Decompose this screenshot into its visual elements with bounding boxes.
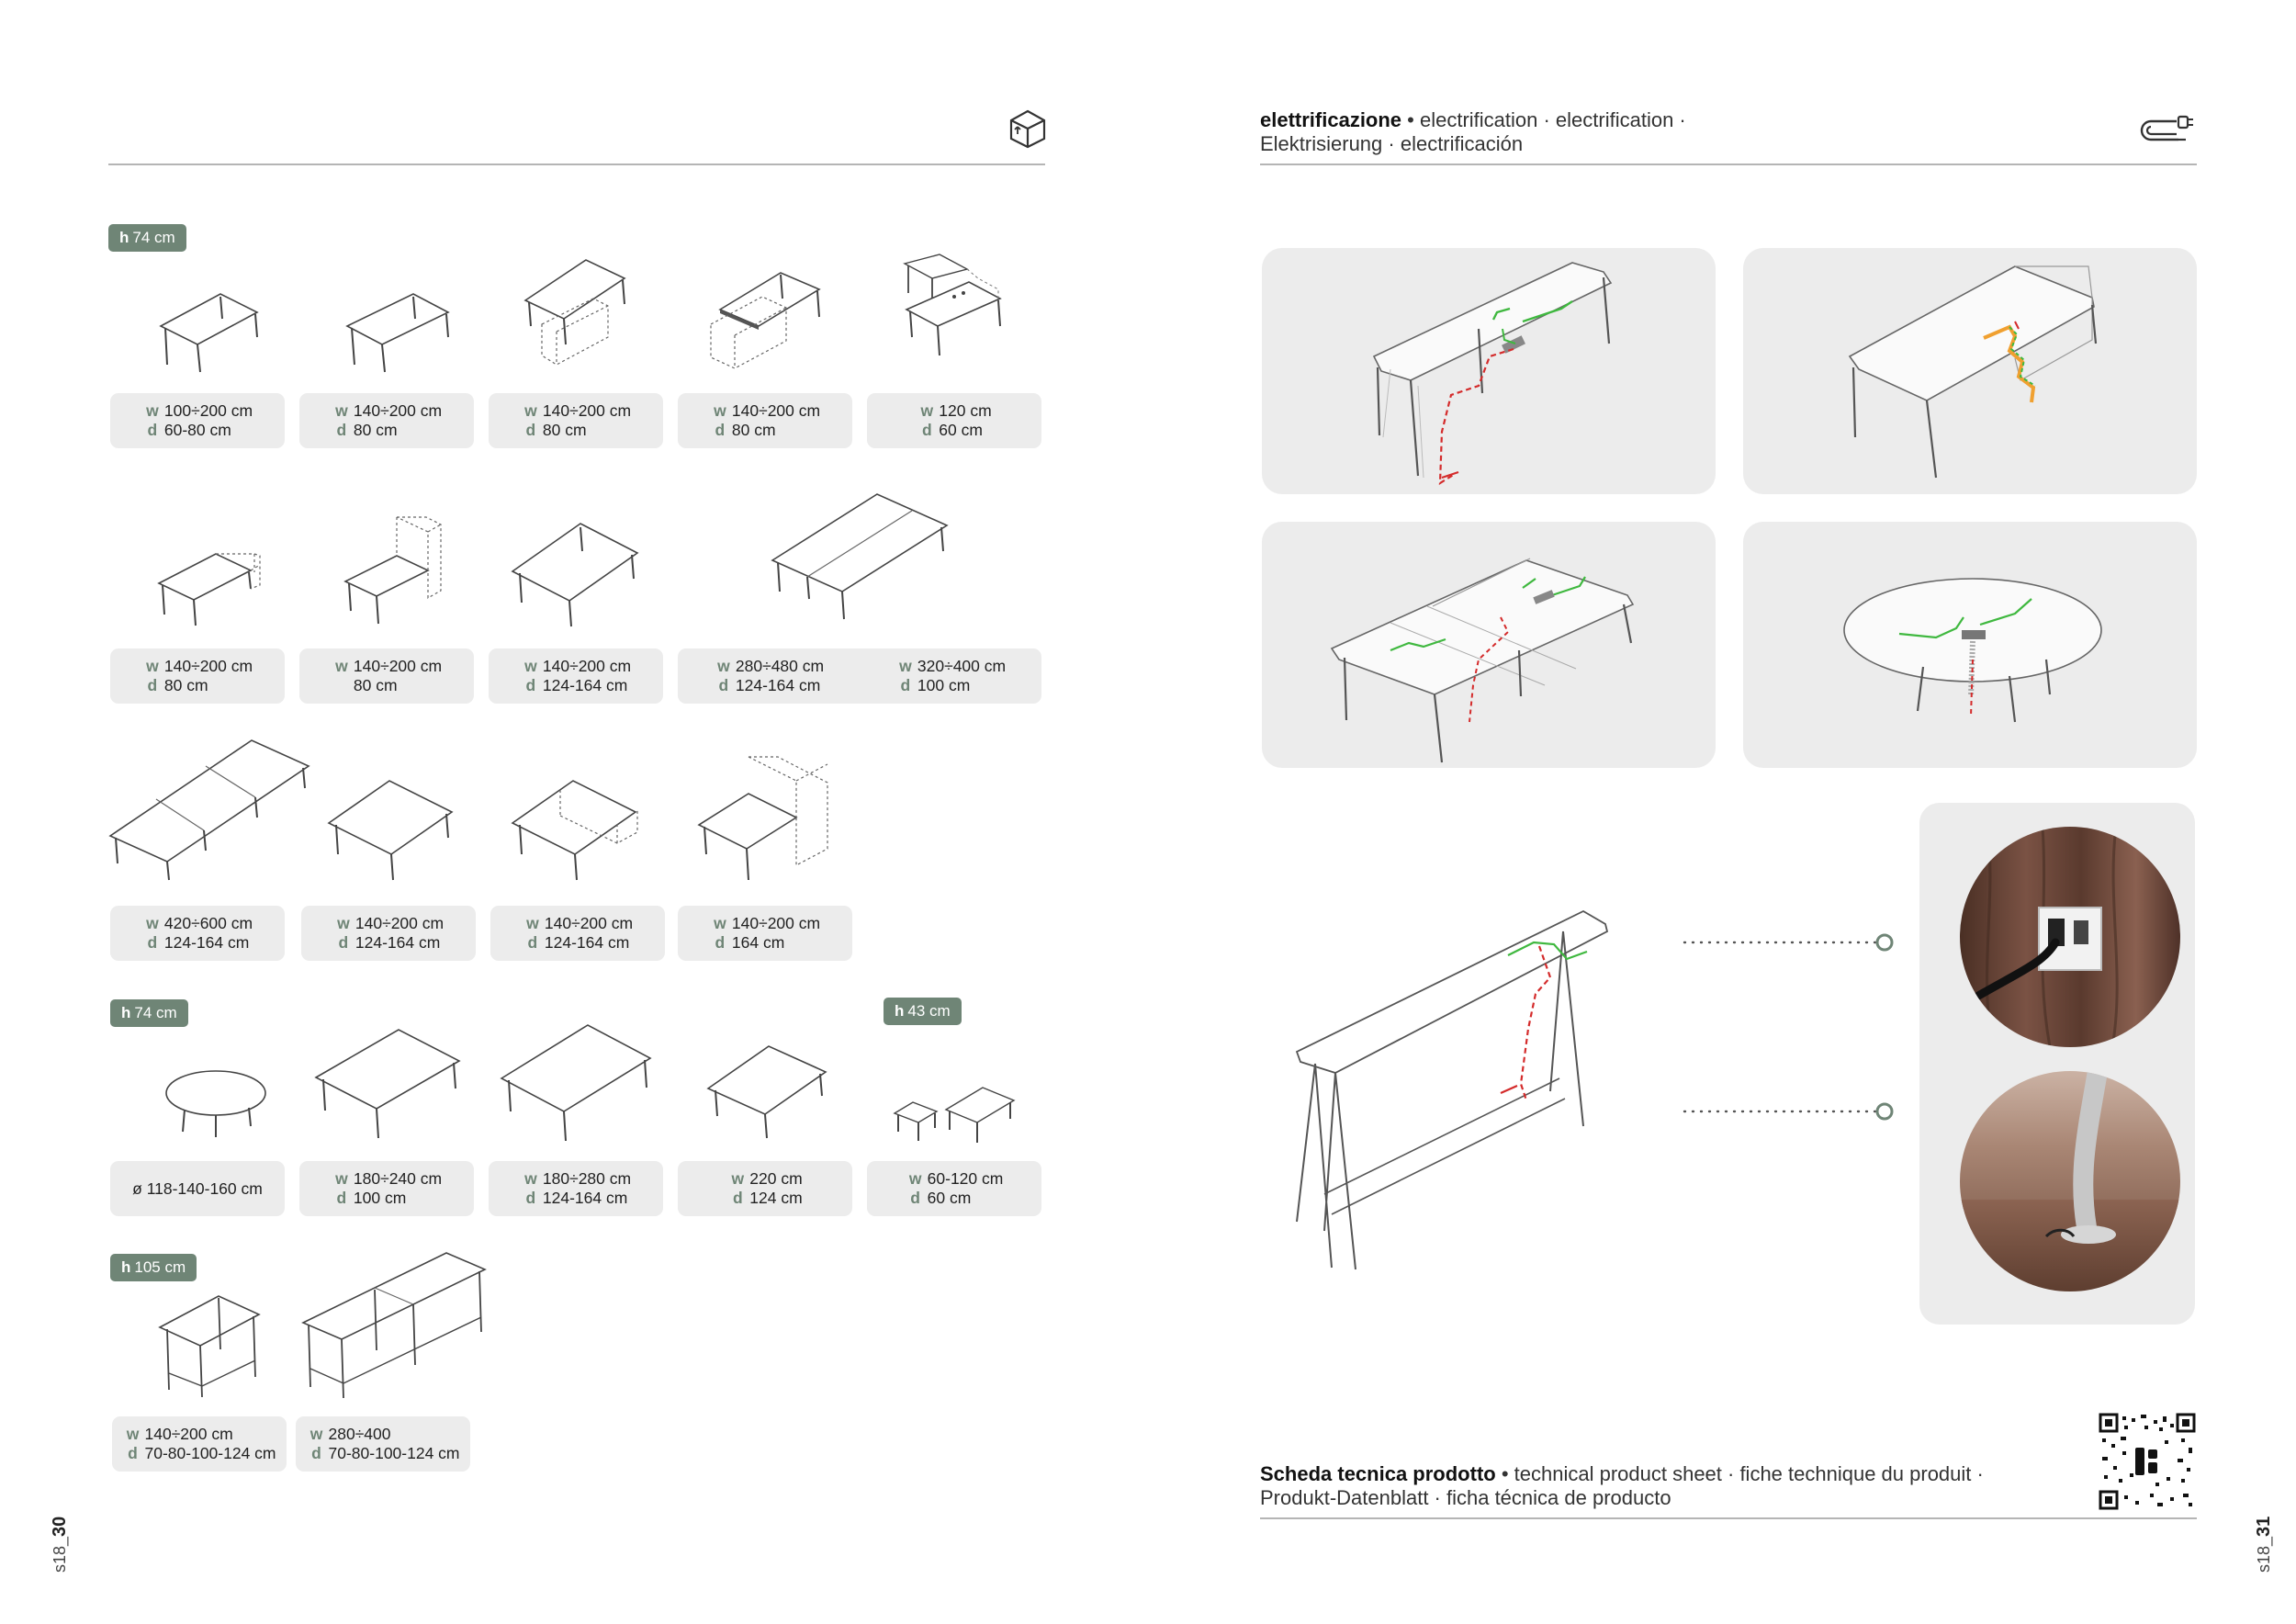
round-table-thumbnail: [161, 1066, 271, 1139]
cube-3d-icon: [1008, 108, 1047, 153]
height-tag: h 74 cm: [110, 999, 188, 1027]
meeting-table-thumbnail: [323, 772, 461, 886]
right-footer-rule: [1260, 1517, 2197, 1519]
meeting-table-cabinet-thumbnail: [693, 751, 831, 889]
dimension-box: w 140÷200 cm d 80 cm: [110, 648, 285, 704]
meeting-table-thumbnail: [496, 1020, 657, 1144]
dimension-box: w 420÷600 cm d 124-164 cm: [110, 906, 285, 961]
dimension-box: w 140÷200 cm d 124-164 cm: [301, 906, 476, 961]
right-page: [1148, 0, 2296, 1624]
extra-long-table-thumbnail: [105, 735, 316, 882]
dimension-box-double: w 280÷480 cm d 124-164 cm w 320÷400 cm d 100 cm: [678, 648, 1041, 704]
socket-detail-photo: [1960, 827, 2180, 1047]
callout-connector: [1681, 1097, 1901, 1129]
dimension-box: w 140÷200 cm d 70-80-100-124 cm: [112, 1416, 287, 1472]
dimension-box: w 220 cm d 124 cm: [678, 1161, 852, 1216]
left-header-rule: [108, 164, 1045, 165]
table-with-storage-thumbnail: [152, 528, 271, 629]
table-with-cabinet-thumbnail: [338, 510, 457, 629]
electrification-diagram: [1743, 522, 2197, 768]
dimension-box: ø 118-140-160 cm: [110, 1161, 285, 1216]
electrification-diagram: [1262, 522, 1716, 768]
page-folio: s18_30: [50, 1516, 70, 1573]
cable-grommet-detail-photo: [1960, 1071, 2180, 1291]
high-table-thumbnail: [154, 1291, 264, 1401]
table-thumbnail: [336, 271, 465, 377]
dimension-box: w 140÷200 cm d 124-164 cm: [489, 648, 663, 704]
table-with-storage-thumbnail: [707, 262, 827, 381]
page-folio: s18_31: [2254, 1516, 2274, 1573]
high-long-table-thumbnail: [299, 1249, 492, 1401]
dimension-box: w 120 cm d 60 cm: [867, 393, 1041, 448]
dimension-box: w 140÷200 cm d 124-164 cm: [490, 906, 665, 961]
meeting-table-thumbnail: [703, 1043, 831, 1144]
meeting-table-thumbnail: [507, 514, 645, 629]
dimension-box: w 140÷200 cm d 80 cm: [678, 393, 852, 448]
cable-plug-icon: [2138, 114, 2195, 155]
dimension-box: w 180÷280 cm d 124-164 cm: [489, 1161, 663, 1216]
dimension-box: w 140÷200 cm d 164 cm: [678, 906, 852, 961]
dimension-box: w 140÷200 cm d 80 cm: [489, 393, 663, 448]
height-tag: h 105 cm: [110, 1254, 197, 1281]
dimension-box: w 140÷200 cm 80 cm: [299, 648, 474, 704]
section-title: elettrificazione • electrification · electrification · Elektrisierung · electrificación: [1260, 108, 1686, 155]
dimension-box: w 180÷240 cm d 100 cm: [299, 1161, 474, 1216]
electrification-diagram: [1262, 248, 1716, 494]
dimension-box: w 280÷400 d 70-80-100-124 cm: [296, 1416, 470, 1472]
coffee-tables-thumbnail: [891, 1084, 1019, 1148]
meeting-table-storage-thumbnail: [507, 772, 645, 886]
right-header-rule: [1260, 164, 2197, 165]
high-table-electrification-drawing: [1288, 891, 1673, 1281]
electrification-diagram: [1743, 248, 2197, 494]
table-with-storage-thumbnail: [520, 253, 630, 381]
callout-connector: [1681, 928, 1901, 960]
qr-code-icon[interactable]: [2099, 1413, 2196, 1515]
product-sheet-label: Scheda tecnica prodotto • technical product sheet · fiche technique du produit · Produkt-Datenblatt · ficha técnica de producto: [1260, 1462, 1984, 1509]
meeting-table-thumbnail: [310, 1024, 467, 1144]
long-meeting-table-thumbnail: [767, 489, 951, 626]
height-tag: h 74 cm: [108, 224, 186, 252]
dimension-box: w 60-120 cm d 60 cm: [867, 1161, 1041, 1216]
dimension-box: w 100÷200 cm d 60-80 cm: [110, 393, 285, 448]
dimension-box: w 140÷200 cm d 80 cm: [299, 393, 474, 448]
table-thumbnail: [147, 271, 276, 377]
bench-desk-thumbnail: [895, 253, 1015, 372]
height-tag: h 43 cm: [884, 998, 962, 1025]
